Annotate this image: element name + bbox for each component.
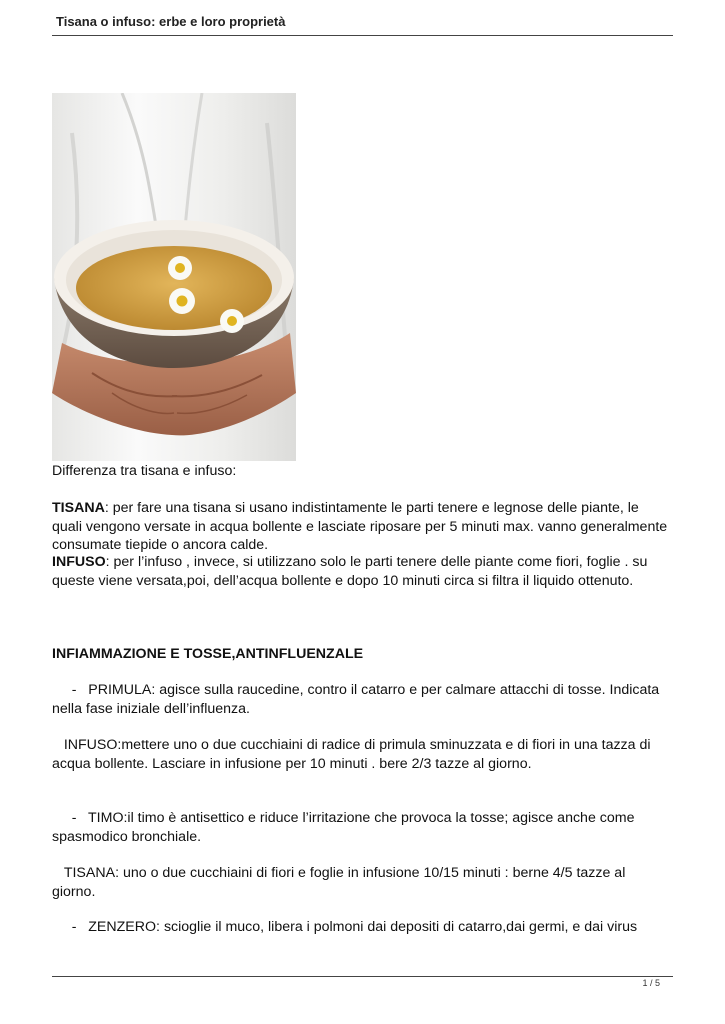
tea-bowl-chamomile-photo xyxy=(52,93,296,461)
infuso-definition xyxy=(52,553,672,590)
infuso-term: INFUSO xyxy=(52,554,106,570)
list-item: TISANA: uno o due cucchiaini di fiori e foglie in infusione 10/15 minuti : berne 4/5 tazze al giorno. xyxy=(52,865,630,900)
header-divider xyxy=(52,35,673,36)
section-heading: INFIAMMAZIONE E TOSSE,ANTINFLUENZALE xyxy=(52,646,364,662)
list-item: INFUSO:mettere uno o due cucchiaini di radice di primula sminuzzata e di fiori in una tazza di acqua bollente. Lasciare in infusione per 10 minuti . bere 2/3 tazze al giorno. xyxy=(52,737,655,772)
tisana-definition xyxy=(52,499,672,555)
page-header-title: Tisana o infuso: erbe e loro proprietà xyxy=(56,14,286,29)
page-number: 1 / 5 xyxy=(642,978,660,988)
footer-divider xyxy=(52,976,673,977)
list-item: - ZENZERO: scioglie il muco, libera i polmoni dai depositi di catarro,dai germi, e dai virus xyxy=(52,919,638,935)
tisana-definition-text: : per fare una tisana si usano indistintamente le parti tenere e legnose delle piante, le quali vengono versate in acqua bollente e lasciate riposare per 5 minuti max. vanno generalmente consumate tiepide o ancora calde. xyxy=(52,500,668,554)
list-item: - PRIMULA: agisce sulla raucedine, contro il catarro e per calmare attacchi di tosse. Indicata nella fase iniziale dell’influenza. xyxy=(52,682,664,717)
infuso-definition-text: : per l’infuso , invece, si utilizzano solo le parti tenere delle piante come fiori, foglie . su queste viene versata,poi, dell’acqua bollente e dopo 10 minuti circa si filtra il liquido ottenuto. xyxy=(52,554,648,589)
intro-text: Differenza tra tisana e infuso: xyxy=(52,463,237,479)
list-item: - TIMO:il timo è antisettico e riduce l’irritazione che provoca la tosse; agisce anche come spasmodico bronchiale. xyxy=(52,810,639,845)
tisana-term: TISANA xyxy=(52,500,105,516)
